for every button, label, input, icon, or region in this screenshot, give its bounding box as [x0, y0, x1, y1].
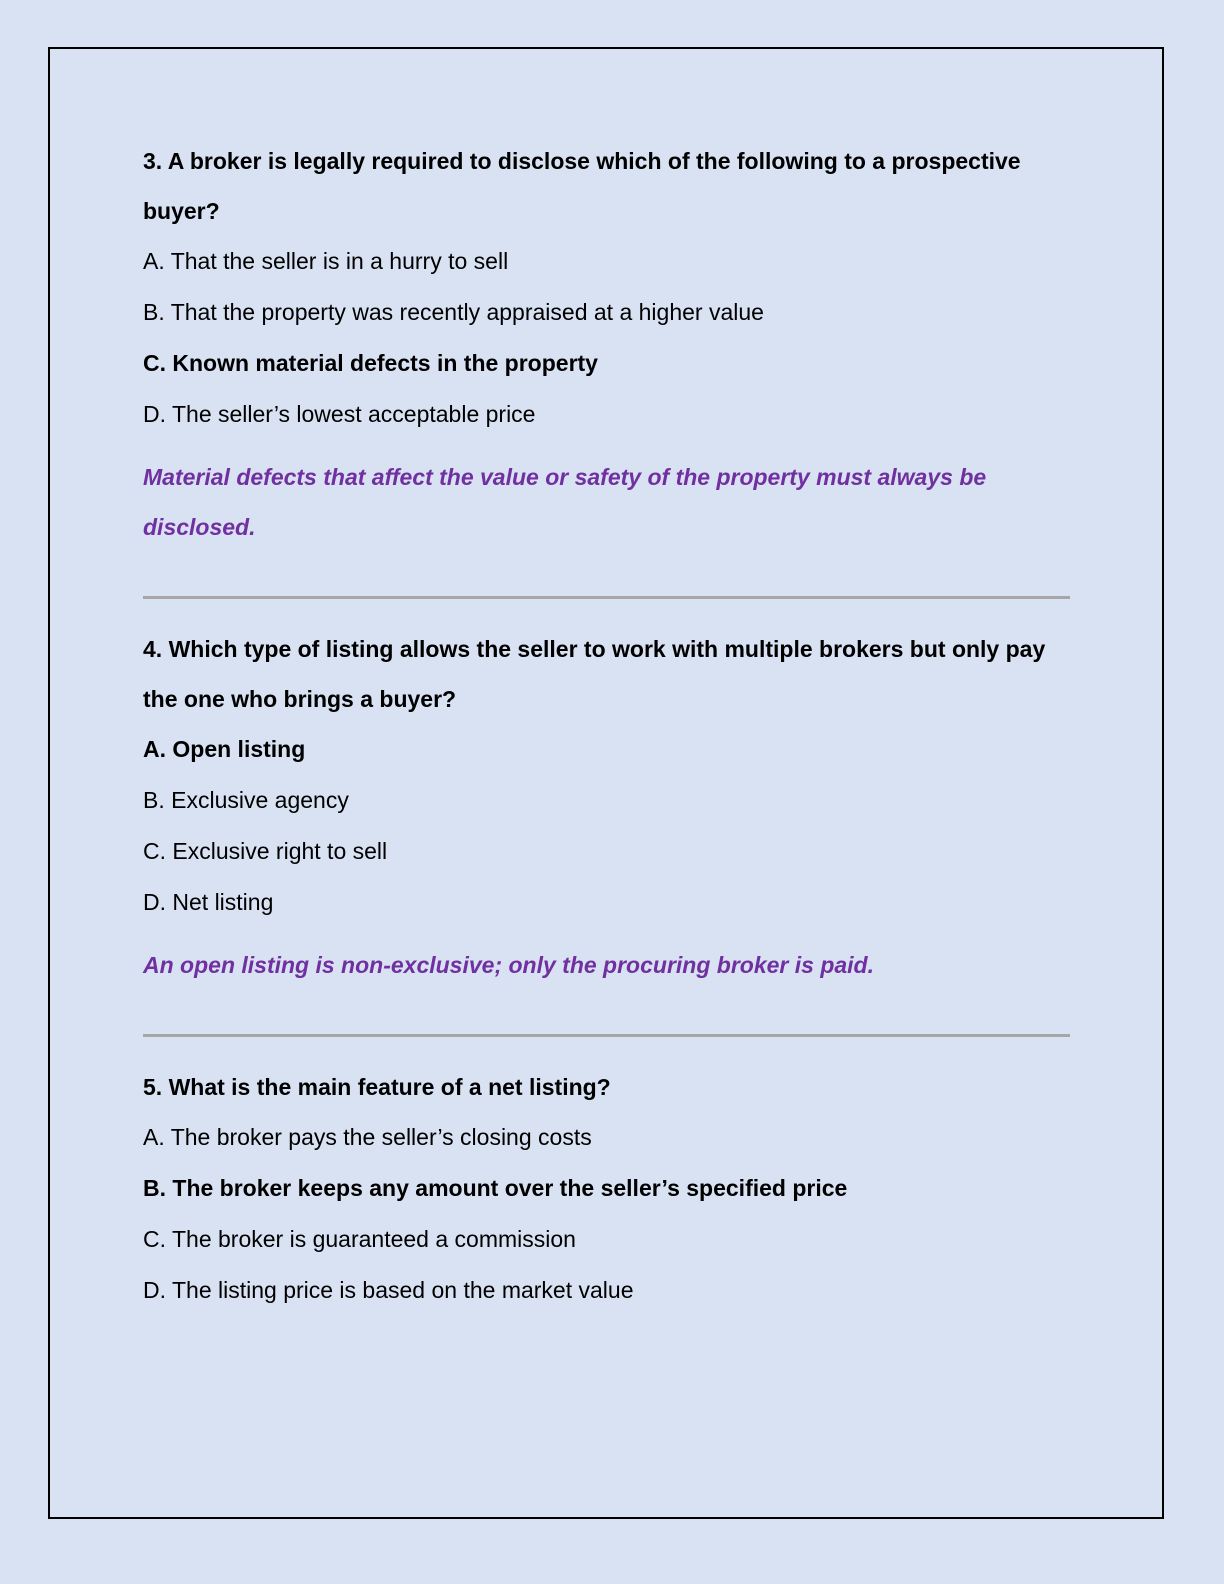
answer-option: A. That the seller is in a hurry to sell: [143, 248, 509, 274]
answer-option: D. The seller’s lowest acceptable price: [143, 401, 536, 427]
question-block: [143, 136, 1073, 552]
question-text: 3. A broker is legally required to disclose which of the following to a prospective buyer?: [143, 148, 1021, 224]
section-divider: [143, 1034, 1070, 1037]
question-block: [143, 1062, 1073, 1316]
question-block: [143, 624, 1073, 990]
section-divider: [143, 596, 1070, 599]
answer-explanation: Material defects that affect the value or safety of the property must always be disclosed.: [143, 464, 987, 540]
correct-answer-option: C. Known material defects in the property: [143, 350, 598, 376]
correct-answer-option: A. Open listing: [143, 736, 306, 762]
answer-option: A. The broker pays the seller’s closing costs: [143, 1124, 592, 1150]
question-text: 4. Which type of listing allows the seller to work with multiple brokers but only pay the one who brings a buyer?: [143, 636, 1046, 712]
answer-option: D. Net listing: [143, 889, 274, 915]
answer-option: B. Exclusive agency: [143, 787, 349, 813]
question-text: 5. What is the main feature of a net listing?: [143, 1074, 611, 1100]
answer-option: D. The listing price is based on the market value: [143, 1277, 634, 1303]
answer-option: C. The broker is guaranteed a commission: [143, 1226, 576, 1252]
quiz-content: [143, 136, 1073, 1316]
answer-explanation: An open listing is non-exclusive; only the procuring broker is paid.: [143, 952, 874, 978]
answer-option: B. That the property was recently appraised at a higher value: [143, 299, 764, 325]
correct-answer-option: B. The broker keeps any amount over the seller’s specified price: [143, 1175, 848, 1201]
answer-option: C. Exclusive right to sell: [143, 838, 388, 864]
